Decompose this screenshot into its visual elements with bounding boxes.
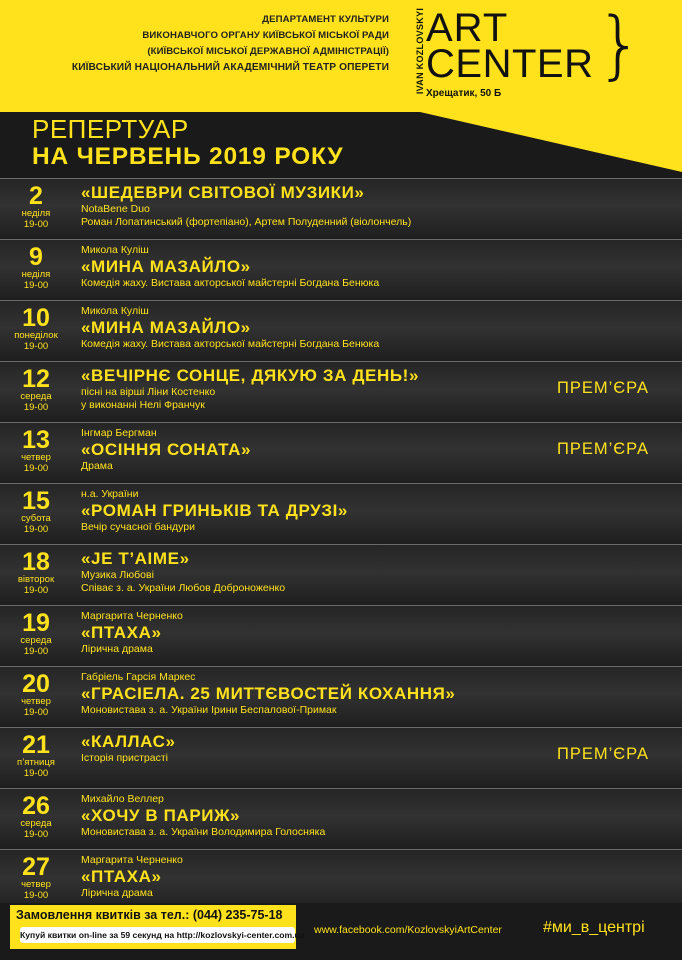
event-description: Лірична драма <box>81 887 153 899</box>
event-description: Співає з. а. України Любов Доброноженко <box>81 582 286 594</box>
tickets-box <box>10 905 305 949</box>
event-description: Моновистава з. а. України Володимира Голосняка <box>81 826 326 838</box>
dept-line: (КИЇВСЬКОЇ МІСЬКОЇ ДЕРЖАВНОЇ АДМІНІСТРАЦІЇ) <box>147 46 389 57</box>
event-row <box>0 422 682 483</box>
event-day: 13 <box>22 426 50 454</box>
premiere-badge: ПРЕМ’ЄРА <box>556 745 649 763</box>
event-date <box>0 366 72 413</box>
event-row <box>0 178 682 239</box>
event-row <box>0 239 682 300</box>
tickets-phone: Замовлення квитків за тел.: (044) 235-75-18 <box>16 908 283 922</box>
event-date <box>0 610 72 657</box>
event-info <box>81 244 551 290</box>
event-time: 19-00 <box>23 524 49 535</box>
event-time: 19-00 <box>23 707 49 718</box>
event-date <box>0 244 72 291</box>
event-row <box>0 544 682 605</box>
event-weekday: вівторок <box>17 574 55 585</box>
event-row <box>0 788 682 849</box>
event-author: Микола Куліш <box>81 244 149 256</box>
event-day: 18 <box>22 548 50 576</box>
event-row <box>0 300 682 361</box>
event-day: 20 <box>22 670 50 698</box>
event-weekday: середа <box>20 818 52 829</box>
event-description: Моновистава з. а. України Ірини Беспалової-Примак <box>81 704 337 716</box>
event-title: «РОМАН ГРИНЬКІВ ТА ДРУЗІ» <box>81 501 348 520</box>
header-banner <box>0 0 682 112</box>
department-block <box>72 12 389 76</box>
event-description: Вечір сучасної бандури <box>81 521 195 533</box>
event-row <box>0 605 682 666</box>
event-day: 27 <box>22 853 50 881</box>
event-date <box>0 427 72 474</box>
event-date <box>0 793 72 840</box>
event-author: Микола Куліш <box>81 305 149 317</box>
repertoire-title: РЕПЕРТУАР <box>32 114 189 144</box>
event-info <box>81 305 551 351</box>
event-title: «ПТАХА» <box>81 867 162 886</box>
event-title: «ГРАСІЕЛА. 25 МИТТЄВОСТЕЙ КОХАННЯ» <box>81 684 456 703</box>
event-date <box>0 488 72 535</box>
event-title: «МИНА МАЗАЙЛО» <box>81 257 251 276</box>
event-title: «JE T’AIME» <box>81 549 190 568</box>
event-weekday: четвер <box>21 879 51 890</box>
event-description: Комедія жаху. Вистава акторської майстерні Богдана Бенюка <box>81 338 380 350</box>
event-date <box>0 305 72 352</box>
event-author: Інгмар Бергман <box>81 427 157 439</box>
logo-brace: } <box>596 2 644 88</box>
event-day: 10 <box>22 304 50 332</box>
event-weekday: неділя <box>21 208 51 219</box>
event-description: Драма <box>81 460 113 472</box>
event-info <box>81 671 551 717</box>
event-description: Лірична драма <box>81 643 153 655</box>
premiere-badge: ПРЕМ’ЄРА <box>556 379 649 397</box>
event-time: 19-00 <box>23 890 49 901</box>
dept-line: ДЕПАРТАМЕНТ КУЛЬТУРИ <box>262 14 389 25</box>
logo-side-text: IVAN KOZLOVSKYI <box>415 7 426 95</box>
events-list <box>0 178 682 913</box>
event-row <box>0 727 682 788</box>
logo-address: Хрещатик, 50 Б <box>426 88 502 99</box>
event-info <box>81 732 551 765</box>
event-weekday: середа <box>20 391 52 402</box>
logo-center: CENTER <box>426 42 594 86</box>
event-title: «ВЕЧІРНЄ СОНЦЕ, ДЯКУЮ ЗА ДЕНЬ!» <box>81 366 419 385</box>
event-description: у виконанні Нелі Франчук <box>81 399 205 411</box>
event-info <box>81 854 551 900</box>
event-day: 26 <box>22 792 50 820</box>
event-weekday: середа <box>20 635 52 646</box>
event-day: 21 <box>22 731 50 759</box>
event-info <box>81 793 551 839</box>
event-author: Габріель Гарсія Маркес <box>81 671 196 683</box>
month-title: НА ЧЕРВЕНЬ 2019 РОКУ <box>32 143 344 170</box>
event-weekday: четвер <box>21 452 51 463</box>
event-time: 19-00 <box>23 463 49 474</box>
event-day: 19 <box>22 609 50 637</box>
event-weekday: п’ятниця <box>17 757 55 768</box>
event-day: 12 <box>22 365 50 393</box>
event-row <box>0 483 682 544</box>
event-time: 19-00 <box>23 341 49 352</box>
event-weekday: четвер <box>21 696 51 707</box>
event-author: н.а. України <box>81 488 139 500</box>
event-time: 19-00 <box>23 768 49 779</box>
event-description: NotaBene Duo <box>81 203 150 215</box>
tickets-online-link[interactable]: Купуй квитки on-line за 59 секунд на http://kozlovskyi-center.com.ua <box>20 927 295 943</box>
event-info <box>81 610 551 656</box>
event-date <box>0 549 72 596</box>
event-time: 19-00 <box>23 646 49 657</box>
facebook-link[interactable]: www.facebook.com/KozlovskyiArtCenter <box>314 924 502 936</box>
event-time: 19-00 <box>23 829 49 840</box>
event-description: Роман Лопатинський (фортепіано), Артем Полуденний (віолончель) <box>81 216 412 228</box>
event-weekday: субота <box>21 513 51 524</box>
event-description: Музика Любові <box>81 569 154 581</box>
event-author: Маргарита Черненко <box>81 854 183 866</box>
event-date <box>0 671 72 718</box>
event-info <box>81 549 551 595</box>
hashtag: #ми_в_центрі <box>543 919 645 936</box>
event-info <box>81 427 551 473</box>
event-weekday: понеділок <box>14 330 58 341</box>
dept-line: ВИКОНАВЧОГО ОРГАНУ КИЇВСЬКОЇ МІСЬКОЇ РАДИ <box>142 30 389 41</box>
event-title: «ПТАХА» <box>81 623 162 642</box>
premiere-badge: ПРЕМ’ЄРА <box>556 440 649 458</box>
event-date <box>0 732 72 779</box>
event-author: Михайло Веллер <box>81 793 164 805</box>
event-title: «КАЛЛАС» <box>81 732 176 751</box>
event-time: 19-00 <box>23 280 49 291</box>
event-title: «ОСІННЯ СОНАТА» <box>81 440 252 459</box>
event-description: пісні на вірші Ліни Костенко <box>81 386 216 398</box>
event-title: «ХОЧУ В ПАРИЖ» <box>81 806 241 825</box>
event-author: Маргарита Черненко <box>81 610 183 622</box>
event-date <box>0 183 72 230</box>
event-row <box>0 666 682 727</box>
event-info <box>81 488 551 534</box>
event-time: 19-00 <box>23 585 49 596</box>
event-time: 19-00 <box>23 219 49 230</box>
event-day: 2 <box>29 182 43 210</box>
event-time: 19-00 <box>23 402 49 413</box>
event-title: «ШЕДЕВРИ СВІТОВОЇ МУЗИКИ» <box>81 183 365 202</box>
dept-line: КИЇВСЬКИЙ НАЦІОНАЛЬНИЙ АКАДЕМІЧНИЙ ТЕАТР ОПЕРЕТИ <box>71 62 389 73</box>
event-description: Історія пристрасті <box>81 752 168 764</box>
event-title: «МИНА МАЗАЙЛО» <box>81 318 251 337</box>
footer <box>0 903 682 960</box>
event-day: 15 <box>22 487 50 515</box>
logo-art: ART <box>426 6 509 50</box>
event-date <box>0 854 72 901</box>
event-info <box>81 366 551 412</box>
event-row <box>0 361 682 422</box>
event-description: Комедія жаху. Вистава акторської майстерні Богдана Бенюка <box>81 277 380 289</box>
event-weekday: неділя <box>21 269 51 280</box>
event-info <box>81 183 551 229</box>
event-day: 9 <box>29 243 43 271</box>
